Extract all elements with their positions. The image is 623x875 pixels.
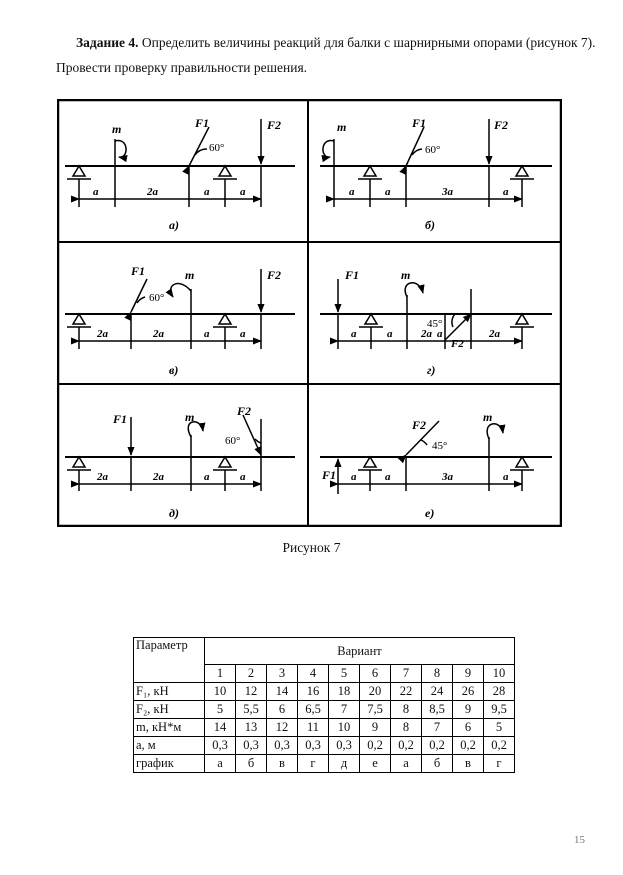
panel-v-angle: 60°: [149, 292, 165, 304]
panel-e-label: е): [425, 506, 435, 520]
table-cell: 12: [236, 683, 267, 701]
panel-v-label: в): [169, 363, 179, 377]
table-cell: 7: [422, 719, 453, 737]
table-cell: е: [360, 755, 391, 773]
panel-a-m: m: [112, 122, 122, 136]
panel-a-dim-1: a: [93, 186, 99, 198]
panel-v-f2: F2: [267, 268, 282, 282]
table-cell: 9: [360, 719, 391, 737]
panel-g-f1: F1: [345, 268, 360, 282]
panel-d-dim-1: 2a: [97, 471, 108, 483]
panel-b-label: б): [425, 218, 435, 232]
table-cell: 7,5: [360, 701, 391, 719]
table-cell: 9: [453, 701, 484, 719]
variant-cell: 10: [484, 665, 515, 683]
panel-d-m: m: [185, 410, 195, 424]
table-cell: 8: [391, 701, 422, 719]
panel-v-dim-1: 2a: [97, 328, 108, 340]
table-cell: 8,5: [422, 701, 453, 719]
table-cell: 6,5: [298, 701, 329, 719]
row-parameter: m, кН*м: [134, 719, 205, 737]
panel-a-f2: F2: [267, 118, 282, 132]
panel-g-angle: 45°: [427, 318, 443, 330]
panel-a: [65, 116, 295, 232]
panel-d-dim-2: 2a: [153, 471, 164, 483]
table-cell: 24: [422, 683, 453, 701]
table-cell: 16: [298, 683, 329, 701]
panel-d: [65, 404, 295, 520]
table-row: [134, 755, 515, 773]
panel-d-label: д): [169, 506, 179, 520]
table-row: [134, 719, 515, 737]
page-number: 15: [574, 834, 585, 846]
variant-header: Вариант: [205, 638, 515, 665]
panel-g-dim-4: a: [437, 328, 443, 340]
table-cell: 18: [329, 683, 360, 701]
table-cell: 5: [484, 719, 515, 737]
panel-e-f1: F1: [322, 468, 337, 482]
panel-e: [320, 410, 552, 520]
panel-v-dim-3: a: [204, 328, 210, 340]
row-parameter: F₁, кН: [134, 683, 205, 701]
param-header: Параметр: [134, 638, 205, 683]
panel-d-f2: F2: [237, 404, 252, 418]
panel-v: [65, 264, 295, 377]
panel-d-angle: 60°: [225, 435, 241, 447]
table-cell: 9,5: [484, 701, 515, 719]
panel-g-f2: F2: [451, 338, 464, 350]
row-parameter: график: [134, 755, 205, 773]
table-cell: 26: [453, 683, 484, 701]
table-cell: 14: [267, 683, 298, 701]
table-cell: а: [205, 755, 236, 773]
panel-b-dim-1: a: [349, 186, 355, 198]
variant-cell: 6: [360, 665, 391, 683]
table-row: [134, 683, 515, 701]
table-cell: 0,3: [267, 737, 298, 755]
table-cell: 20: [360, 683, 391, 701]
table-cell: 22: [391, 683, 422, 701]
panel-e-dim-1: a: [351, 471, 357, 483]
table-cell: 6: [267, 701, 298, 719]
panel-v-f1: F1: [131, 264, 146, 278]
table-cell: д: [329, 755, 360, 773]
panel-b-dim-3: 3a: [442, 186, 453, 198]
panel-e-dim-3: 3a: [442, 471, 453, 483]
table-cell: 0,3: [205, 737, 236, 755]
panel-b-dim-2: a: [385, 186, 391, 198]
table-cell: в: [453, 755, 484, 773]
variant-cell: 8: [422, 665, 453, 683]
panel-b: [320, 116, 552, 232]
panel-v-dim-4: a: [240, 328, 246, 340]
task-body: Определить величины реакций для балки с шарнирными опорами (рисунок 7). Провести проверку правильности решения.: [56, 35, 596, 75]
panel-b-f2: F2: [494, 118, 509, 132]
panel-a-f1: F1: [195, 116, 210, 130]
variant-cell: 2: [236, 665, 267, 683]
figure-caption: Рисунок 7: [282, 540, 341, 555]
table-row: [134, 701, 515, 719]
panel-d-f1: F1: [113, 412, 128, 426]
panel-d-dim-4: a: [240, 471, 246, 483]
table-cell: 10: [329, 719, 360, 737]
row-parameter: F₂, кН: [134, 701, 205, 719]
variant-cell: 7: [391, 665, 422, 683]
table-cell: 12: [267, 719, 298, 737]
table-cell: г: [298, 755, 329, 773]
table-cell: 0,3: [298, 737, 329, 755]
variant-cell: 3: [267, 665, 298, 683]
panel-g: [320, 268, 552, 377]
panel-g-m: m: [401, 268, 411, 282]
panel-d-dim-3: a: [204, 471, 210, 483]
table-cell: 0,2: [453, 737, 484, 755]
table-cell: б: [236, 755, 267, 773]
panel-g-dim-5: 2a: [489, 328, 500, 340]
panel-a-dim-4: a: [240, 186, 246, 198]
panel-g-dim-3: 2a: [421, 328, 432, 340]
parameters-table: [133, 637, 515, 773]
panel-a-dim-3: a: [204, 186, 210, 198]
table-cell: 6: [453, 719, 484, 737]
panel-v-m: m: [185, 268, 195, 282]
table-cell: 8: [391, 719, 422, 737]
table-cell: 0,3: [236, 737, 267, 755]
panel-g-label: г): [427, 363, 436, 377]
parameters-table-body: [134, 638, 515, 773]
table-cell: б: [422, 755, 453, 773]
panel-v-dim-2: 2a: [153, 328, 164, 340]
panel-b-dim-4: a: [503, 186, 509, 198]
panel-a-dim-2: 2a: [147, 186, 158, 198]
table-cell: 11: [298, 719, 329, 737]
variant-cell: 1: [205, 665, 236, 683]
table-cell: 0,2: [484, 737, 515, 755]
panel-g-dim-2: a: [387, 328, 393, 340]
variant-cell: 5: [329, 665, 360, 683]
table-cell: 0,3: [329, 737, 360, 755]
panel-a-angle: 60°: [209, 142, 225, 154]
panel-e-dim-2: a: [385, 471, 391, 483]
panel-e-dim-4: a: [503, 471, 509, 483]
table-cell: 13: [236, 719, 267, 737]
panel-b-angle: 60°: [425, 144, 441, 156]
table-cell: а: [391, 755, 422, 773]
table-cell: 5: [205, 701, 236, 719]
panel-g-dim-1: a: [351, 328, 357, 340]
task-text: [56, 30, 596, 80]
table-row: [134, 737, 515, 755]
panel-b-m: m: [337, 120, 347, 134]
table-cell: 7: [329, 701, 360, 719]
variant-cell: 4: [298, 665, 329, 683]
table-cell: 0,2: [422, 737, 453, 755]
table-cell: 0,2: [391, 737, 422, 755]
panel-a-label: а): [169, 218, 179, 232]
task-label: Задание 4.: [76, 35, 139, 50]
table-cell: 10: [205, 683, 236, 701]
panel-e-f2: F2: [412, 418, 427, 432]
table-cell: 28: [484, 683, 515, 701]
variant-cell: 9: [453, 665, 484, 683]
table-cell: 0,2: [360, 737, 391, 755]
panel-e-angle: 45°: [432, 440, 448, 452]
table-cell: 5,5: [236, 701, 267, 719]
table-cell: 14: [205, 719, 236, 737]
beam-diagrams-figure: [57, 99, 562, 527]
panel-b-f1: F1: [412, 116, 427, 130]
table-cell: в: [267, 755, 298, 773]
row-parameter: а, м: [134, 737, 205, 755]
table-cell: г: [484, 755, 515, 773]
table-header-row: [134, 638, 515, 665]
panel-e-m: m: [483, 410, 493, 424]
